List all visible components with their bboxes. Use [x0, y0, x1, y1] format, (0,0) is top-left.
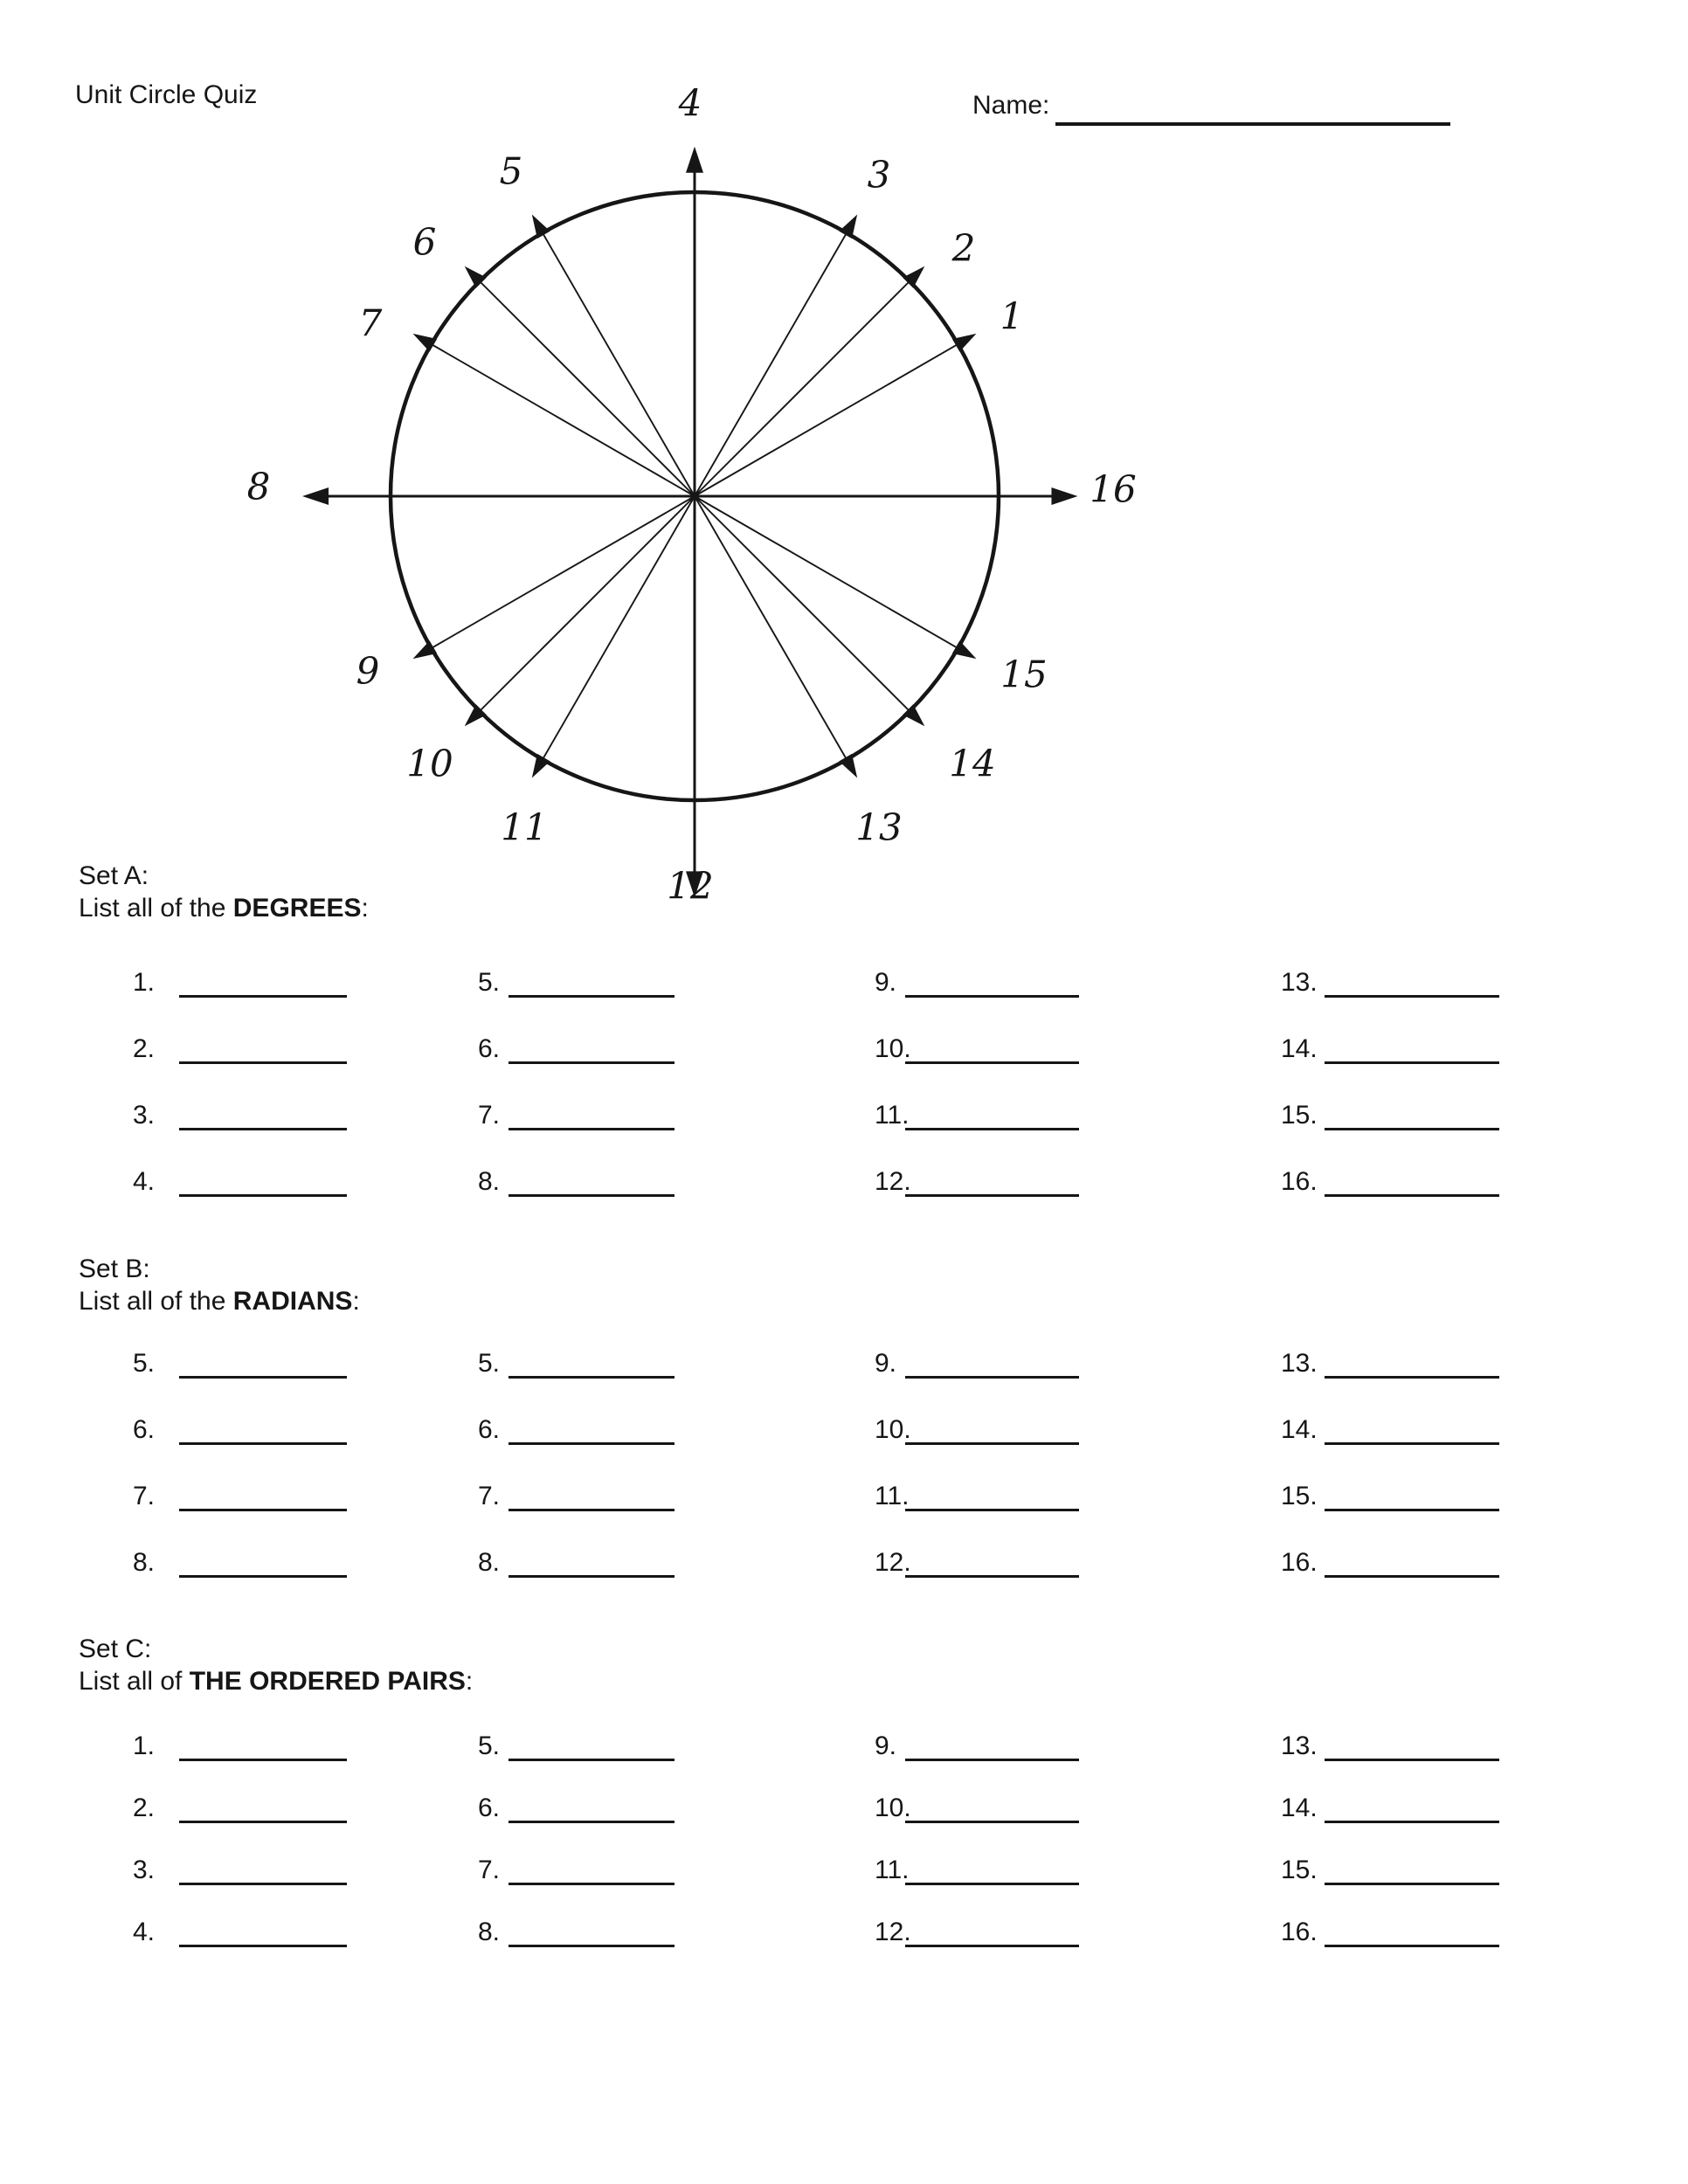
item-number: 14.	[1281, 1794, 1318, 1822]
arrow-label-5: 5	[499, 149, 523, 193]
answer-blank-line	[1325, 1821, 1499, 1823]
item-number: 4.	[133, 1167, 156, 1196]
answer-blank-line	[905, 1061, 1079, 1064]
answer-blank-line	[1325, 995, 1499, 998]
page-title: Unit Circle Quiz	[75, 80, 258, 109]
answer-blank-line	[905, 1575, 1079, 1578]
answer-blank-line	[508, 1821, 675, 1823]
arrow-ray-15	[695, 496, 963, 651]
arrowhead-7	[413, 334, 438, 352]
set-heading: Set B:	[79, 1254, 150, 1283]
arrow-label-15: 15	[1000, 653, 1048, 696]
arrowhead-13	[839, 754, 857, 778]
answer-blank-line	[179, 1759, 347, 1761]
answer-blank-line	[1325, 1509, 1499, 1511]
item-number: 8.	[478, 1918, 501, 1946]
item-number: 13.	[1281, 1349, 1318, 1378]
set-subheading: List all of THE ORDERED PAIRS:	[79, 1667, 474, 1696]
item-number: 9.	[875, 1731, 897, 1760]
arrowhead-15	[952, 640, 977, 659]
answer-blank-line	[508, 1883, 675, 1885]
answer-blank-line	[179, 1442, 347, 1445]
arrow-label-16: 16	[1090, 467, 1137, 511]
answer-blank-line	[1325, 1945, 1499, 1947]
arrow-label-14: 14	[949, 742, 996, 785]
item-number: 5.	[478, 1349, 501, 1378]
item-number: 3.	[133, 1856, 156, 1884]
item-number: 9.	[875, 968, 897, 997]
answer-blank-line	[905, 1376, 1079, 1379]
item-number: 11.	[875, 1856, 910, 1884]
answer-blank-line	[905, 1442, 1079, 1445]
arrow-label-12: 12	[667, 864, 714, 908]
answer-blank-line	[179, 1821, 347, 1823]
arrowhead-16	[1051, 487, 1077, 505]
item-number: 6.	[133, 1415, 156, 1444]
answer-blank-line	[1325, 1883, 1499, 1885]
answer-blank-line	[905, 1759, 1079, 1761]
item-number: 14.	[1281, 1034, 1318, 1063]
answer-blank-line	[508, 995, 675, 998]
arrow-label-10: 10	[406, 742, 453, 785]
item-number: 6.	[478, 1794, 501, 1822]
set-subject: THE ORDERED PAIRS	[189, 1667, 466, 1696]
answer-blank-line	[179, 1376, 347, 1379]
item-number: 8.	[478, 1167, 501, 1196]
answer-blank-line	[508, 1759, 675, 1761]
answer-blank-line	[508, 1945, 675, 1947]
set-subject: RADIANS	[232, 1287, 353, 1316]
answer-blank-line	[179, 1509, 347, 1511]
item-number: 11.	[875, 1482, 910, 1510]
name-label: Name:	[972, 91, 1050, 120]
arrow-label-3: 3	[867, 153, 891, 197]
answer-blank-line	[905, 1945, 1079, 1947]
item-number: 13.	[1281, 1731, 1318, 1760]
answer-blank-line	[179, 1883, 347, 1885]
answer-blank-line	[179, 1128, 347, 1130]
answer-blank-line	[1325, 1061, 1499, 1064]
arrowhead-4	[686, 147, 703, 173]
answer-blank-line	[508, 1442, 675, 1445]
set-heading: Set A:	[79, 861, 149, 890]
arrow-label-4: 4	[678, 81, 702, 125]
item-number: 12.	[875, 1167, 911, 1196]
arrow-ray-11	[540, 496, 695, 764]
arrow-label-9: 9	[356, 649, 380, 693]
arrow-label-8: 8	[246, 465, 271, 508]
item-number: 15.	[1281, 1101, 1318, 1130]
arrow-ray-3	[695, 228, 849, 496]
item-number: 2.	[133, 1794, 156, 1822]
answer-blank-line	[905, 1194, 1079, 1197]
item-number: 8.	[133, 1548, 156, 1577]
answer-blank-line	[508, 1575, 675, 1578]
item-number: 7.	[133, 1482, 156, 1510]
answer-blank-line	[1325, 1376, 1499, 1379]
set-heading: Set C:	[79, 1635, 152, 1663]
item-number: 12.	[875, 1548, 911, 1577]
item-number: 8.	[478, 1548, 501, 1577]
arrow-ray-13	[695, 496, 849, 764]
answer-blank-line	[1325, 1575, 1499, 1578]
answer-blank-line	[905, 995, 1079, 998]
answer-blank-line	[179, 1575, 347, 1578]
answer-blank-line	[179, 1061, 347, 1064]
answer-blank-line	[905, 1821, 1079, 1823]
arrowhead-1	[952, 334, 977, 352]
item-number: 12.	[875, 1918, 911, 1946]
item-number: 6.	[478, 1415, 501, 1444]
item-number: 5.	[133, 1349, 156, 1378]
item-number: 10.	[875, 1794, 911, 1822]
item-number: 11.	[875, 1101, 910, 1130]
arrowhead-9	[413, 640, 438, 659]
item-number: 10.	[875, 1034, 911, 1063]
item-number: 7.	[478, 1101, 501, 1130]
item-number: 5.	[478, 1731, 501, 1760]
answer-blank-line	[905, 1128, 1079, 1130]
set-subheading: List all of the DEGREES:	[79, 894, 369, 923]
arrowhead-8	[302, 487, 329, 505]
item-number: 9.	[875, 1349, 897, 1378]
arrow-label-6: 6	[412, 220, 437, 264]
set-subheading: List all of the RADIANS:	[79, 1287, 360, 1316]
arrowhead-11	[532, 754, 550, 778]
item-number: 4.	[133, 1918, 156, 1946]
answer-blank-line	[1325, 1442, 1499, 1445]
set-subject: DEGREES	[232, 894, 362, 923]
answer-blank-line	[508, 1128, 675, 1130]
arrow-ray-14	[695, 496, 914, 715]
arrow-ray-1	[695, 342, 963, 496]
arrow-label-13: 13	[855, 805, 903, 849]
arrow-ray-2	[695, 277, 914, 496]
item-number: 16.	[1281, 1167, 1318, 1196]
answer-blank-line	[508, 1376, 675, 1379]
item-number: 3.	[133, 1101, 156, 1130]
arrowhead-3	[839, 215, 857, 239]
item-number: 7.	[478, 1482, 501, 1510]
arrow-label-11: 11	[501, 805, 548, 849]
answer-blank-line	[179, 995, 347, 998]
answer-blank-line	[1325, 1128, 1499, 1130]
arrow-label-2: 2	[951, 226, 976, 270]
item-number: 1.	[133, 1731, 156, 1760]
answer-blank-line	[179, 1194, 347, 1197]
item-number: 10.	[875, 1415, 911, 1444]
item-number: 16.	[1281, 1918, 1318, 1946]
item-number: 5.	[478, 968, 501, 997]
arrow-label-7: 7	[358, 301, 383, 345]
item-number: 15.	[1281, 1482, 1318, 1510]
arrow-ray-7	[426, 342, 695, 496]
item-number: 1.	[133, 968, 156, 997]
unit-circle-diagram	[0, 0, 1688, 961]
arrow-label-1: 1	[1000, 294, 1024, 338]
arrow-ray-5	[540, 228, 695, 496]
answer-blank-line	[508, 1509, 675, 1511]
answer-blank-line	[905, 1883, 1079, 1885]
answer-blank-line	[905, 1509, 1079, 1511]
item-number: 2.	[133, 1034, 156, 1063]
item-number: 14.	[1281, 1415, 1318, 1444]
arrowhead-5	[532, 215, 550, 239]
arrow-ray-6	[475, 277, 695, 496]
item-number: 6.	[478, 1034, 501, 1063]
item-number: 16.	[1281, 1548, 1318, 1577]
answer-blank-line	[508, 1194, 675, 1197]
arrow-ray-9	[426, 496, 695, 651]
answer-blank-line	[179, 1945, 347, 1947]
answer-blank-line	[508, 1061, 675, 1064]
arrow-ray-10	[475, 496, 695, 715]
answer-blank-line	[1325, 1194, 1499, 1197]
answer-blank-line	[1325, 1759, 1499, 1761]
item-number: 7.	[478, 1856, 501, 1884]
item-number: 13.	[1281, 968, 1318, 997]
item-number: 15.	[1281, 1856, 1318, 1884]
